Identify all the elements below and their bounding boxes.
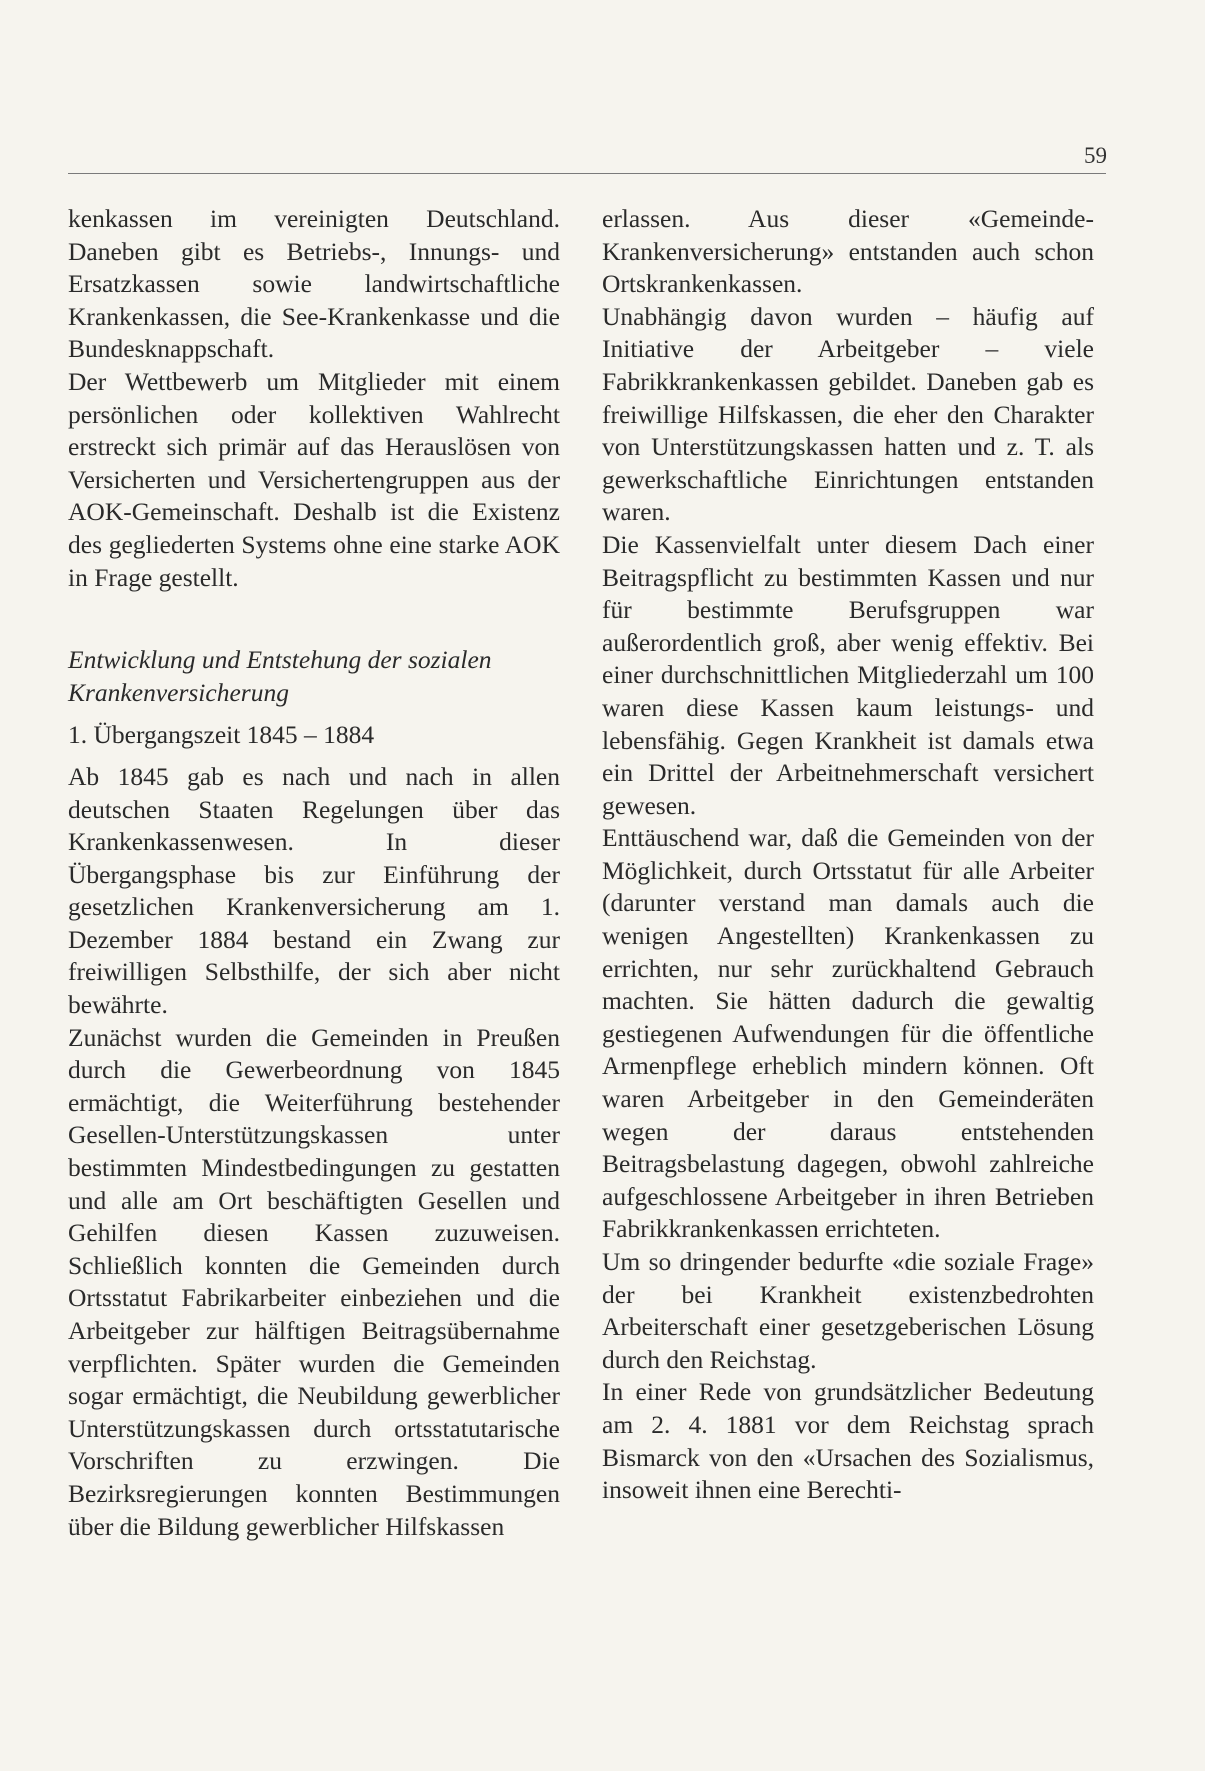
- paragraph: Ab 1845 gab es nach und nach in allen deutschen Staaten Regelungen über das Krankenkassenwesen. In dieser Übergangsphase bis zur Einführung der gesetzlichen Krankenversicherung am 1. Dezember 1884 bestand ein Zwang zur freiwilligen Selbsthilfe, der sich aber nicht bewährte.: [68, 761, 560, 1020]
- paragraph: Die Kassenvielfalt unter diesem Dach einer Beitragspflicht zu bestimmten Kassen und nur für bestimmte Berufsgruppen war außerordentlich groß, aber wenig effektiv. Bei einer durchschnittlichen Mitgliederzahl um 100 waren diese Kassen kaum leistungs- und lebensfähig. Gegen Krankheit ist damals etwa ein Drittel der Arbeitnehmerschaft versichert gewesen.: [602, 529, 1094, 820]
- subsection-heading: 1. Übergangszeit 1845 – 1884: [68, 720, 375, 750]
- page-number: 59: [1084, 143, 1107, 168]
- paragraph: erlassen. Aus dieser «Gemeinde-Krankenversicherung» entstanden auch schon Ortskrankenkassen.: [602, 204, 1094, 299]
- right-column: [602, 203, 1094, 1507]
- section-heading: Entwicklung und Entstehung der sozialen Krankenversicherung: [68, 645, 492, 707]
- paragraph: kenkassen im vereinigten Deutschland. Daneben gibt es Betriebs-, Innungs- und Ersatzkassen sowie landwirtschaftliche Krankenkassen, die See-Krankenkasse und die Bundesknappschaft.: [68, 204, 560, 364]
- paragraph: Enttäuschend war, daß die Gemeinden von der Möglichkeit, durch Ortsstatut für alle Arbeiter (darunter verstand man damals auch die wenigen Angestellten) Krankenkassen zu errichten, nur sehr zurückhaltend Gebrauch machten. Sie hätten dadurch die gewaltig gestiegenen Aufwendungen für die öffentliche Armenpflege erheblich mindern können. Oft waren Arbeitgeber in den Gemeinderäten wegen der daraus entstehenden Beitragsbelastung dagegen, obwohl zahlreiche aufgeschlossene Arbeitgeber in ihren Betrieben Fabrikkrankenkassen errichteten.: [602, 823, 1094, 1244]
- paragraph: Der Wettbewerb um Mitglieder mit einem persönlichen oder kollektiven Wahlrecht erstreckt sich primär auf das Herauslösen von Versicherten und Versichertengruppen aus der AOK-Gemeinschaft. Deshalb ist die Existenz des gegliederten Systems ohne eine starke AOK in Frage gestellt.: [68, 366, 560, 592]
- left-column: [68, 203, 560, 1543]
- paragraph: Unabhängig davon wurden – häufig auf Initiative der Arbeitgeber – viele Fabrikkrankenkassen gebildet. Daneben gab es freiwillige Hilfskassen, die eher den Charakter von Unterstützungskassen hatten und z. T. als gewerkschaftliche Einrichtungen entstanden waren.: [602, 301, 1094, 527]
- header-rule: [68, 173, 1106, 174]
- paragraph: In einer Rede von grundsätzlicher Bedeutung am 2. 4. 1881 vor dem Reichstag sprach Bismarck von den «Ursachen des Sozialismus, insoweit ihnen eine Berechti-: [602, 1377, 1094, 1505]
- paragraph: Zunächst wurden die Gemeinden in Preußen durch die Gewerbeordnung von 1845 ermächtigt, die Weiterführung bestehender Gesellen-Unterstützungskassen unter bestimmten Mindestbedingungen zu gestatten und alle am Ort beschäftigten Gesellen und Gehilfen diesen Kassen zuzuweisen. Schließlich konnten die Gemeinden durch Ortsstatut Fabrikarbeiter einbeziehen und die Arbeitgeber zur hälftigen Beitragsübernahme verpflichten. Später wurden die Gemeinden sogar ermächtigt, die Neubildung gewerblicher Unterstützungskassen durch ortsstatutarische Vorschriften zu erzwingen. Die Bezirksregierungen konnten Bestimmungen über die Bildung gewerblicher Hilfskassen: [68, 1022, 560, 1541]
- paragraph: Um so dringender bedurfte «die soziale Frage» der bei Krankheit existenzbedrohten Arbeiterschaft einer gesetzgeberischen Lösung durch den Reichstag.: [602, 1247, 1094, 1374]
